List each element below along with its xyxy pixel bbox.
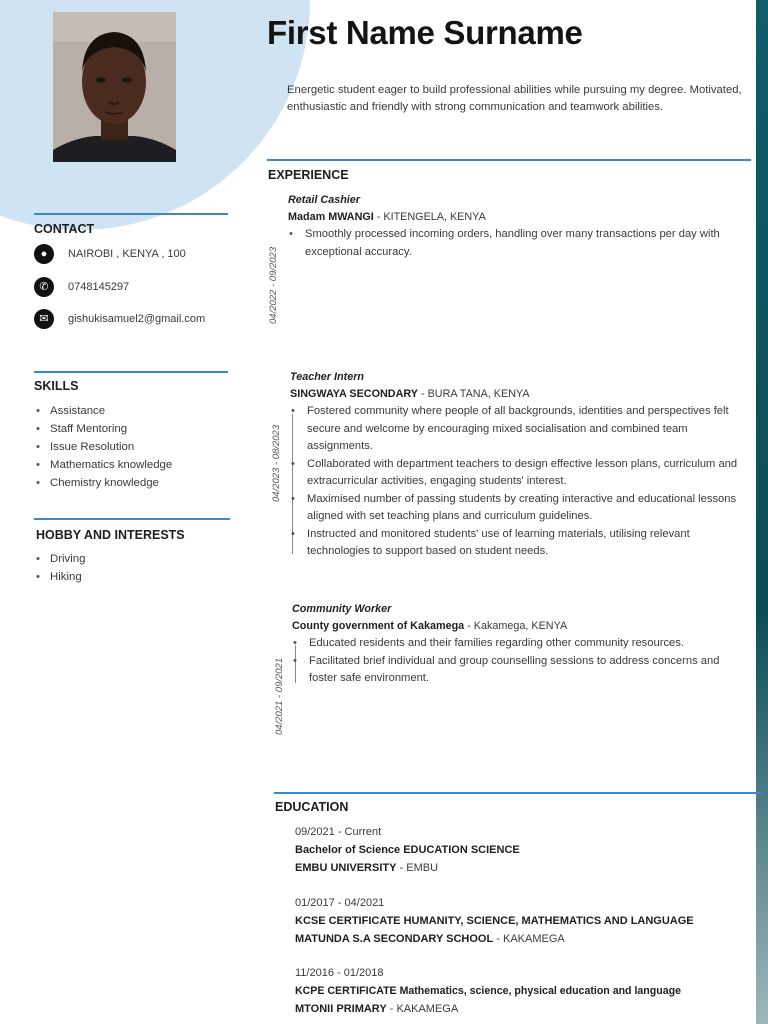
list-item: • Instructed and monitored students' use of learning materials, utilising relevant technologies to support based on student needs. [290,526,752,561]
list-item: • Smoothly processed incoming orders, handling over many transactions per day with exceptional accuracy. [288,226,753,261]
page-edge [756,0,768,1024]
list-item: • Driving [34,550,85,568]
list-item: • Maximised number of passing students by creating interactive and educational lessons aligned with set teaching plans and curriculum guidelines. [290,491,752,526]
job-duties [290,403,752,561]
list-item: • Hiking [34,568,85,586]
job-dates: 04/2023 - 08/2023 [271,424,282,502]
education-rule [274,792,762,794]
skills-rule [34,371,228,373]
education-dates: 01/2017 - 04/2021 [295,897,385,909]
education-entry [295,824,520,877]
contact-heading: CONTACT [34,222,95,236]
education-dates: 09/2021 - Current [295,826,382,838]
profile-summary: Energetic student eager to build professional abilities while pursuing my degree. Motivated, enthusiastic and friendly with strong communication and teamwork abilities. [287,84,742,113]
education-degree: KCPE CERTIFICATE Mathematics, science, physical education and language [295,985,681,997]
experience-rule [267,159,751,161]
email-icon: ✉ [34,309,54,329]
list-item: • Issue Resolution [34,438,172,456]
job-employer: Madam MWANGI - KITENGELA, KENYA [288,211,486,223]
phone-icon: ✆ [34,277,54,297]
hobbies-list [34,550,85,586]
list-item: • Chemistry knowledge [34,474,172,492]
job-employer: County government of Kakamega - Kakamega, KENYA [292,620,568,632]
job-title: Community Worker [292,603,392,615]
list-item: • Educated residents and their families regarding other community resources. [292,635,732,653]
education-entry [295,895,694,948]
experience-job [292,601,732,688]
hobbies-rule [34,518,230,520]
full-name: First Name Surname [267,14,583,51]
location-pin-icon: ● [34,244,54,264]
education-entry [295,965,681,1018]
education-degree: Bachelor of Science EDUCATION SCIENCE [295,844,520,856]
contact-email [34,311,226,329]
experience-heading: EXPERIENCE [268,168,349,182]
job-duties [292,635,732,688]
education-school: EMBU UNIVERSITY - EMBU [295,862,439,874]
contact-location [34,246,230,264]
education-school: MTONII PRIMARY - KAKAMEGA [295,1003,459,1015]
job-dates: 04/2021 - 09/2021 [274,657,285,735]
education-degree: KCSE CERTIFICATE HUMANITY, SCIENCE, MATHEMATICS AND LANGUAGE [295,915,694,927]
skills-heading: SKILLS [34,379,79,393]
job-duties [288,226,753,261]
contact-location-text: NAIROBI , KENYA , 100 [68,248,186,260]
experience-job [290,369,752,561]
education-heading: EDUCATION [275,800,349,814]
skills-list [34,402,172,492]
contact-phone-text: 0748145297 [68,281,130,293]
job-employer: SINGWAYA SECONDARY - BURA TANA, KENYA [290,388,530,400]
profile-photo [53,12,176,162]
job-title: Teacher Intern [290,371,365,383]
hobbies-heading: HOBBY AND INTERESTS [36,528,185,542]
contact-rule [34,213,228,215]
contact-phone [34,279,230,297]
list-item: • Fostered community where people of all backgrounds, identities and perspectives felt secure and welcome by encouraging mixed socialisation and combined team assignments. [290,403,752,456]
education-dates: 11/2016 - 01/2018 [295,967,384,979]
job-title: Retail Cashier [288,194,361,206]
list-item: • Assistance [34,402,172,420]
list-item: • Facilitated brief individual and group counselling sessions to address concerns and foster safe environment. [292,653,732,688]
job-dates: 04/2022 - 09/2023 [268,246,279,324]
education-school: MATUNDA S.A SECONDARY SCHOOL - KAKAMEGA [295,933,565,945]
list-item: • Mathematics knowledge [34,456,172,474]
experience-job [288,192,753,261]
contact-email-text[interactable]: gishukisamuel2@gmail.com [68,313,206,325]
list-item: • Staff Mentoring [34,420,172,438]
list-item: • Collaborated with department teachers to design effective lesson plans, curriculum and extracurricular activities, engaging students' interest. [290,456,752,491]
